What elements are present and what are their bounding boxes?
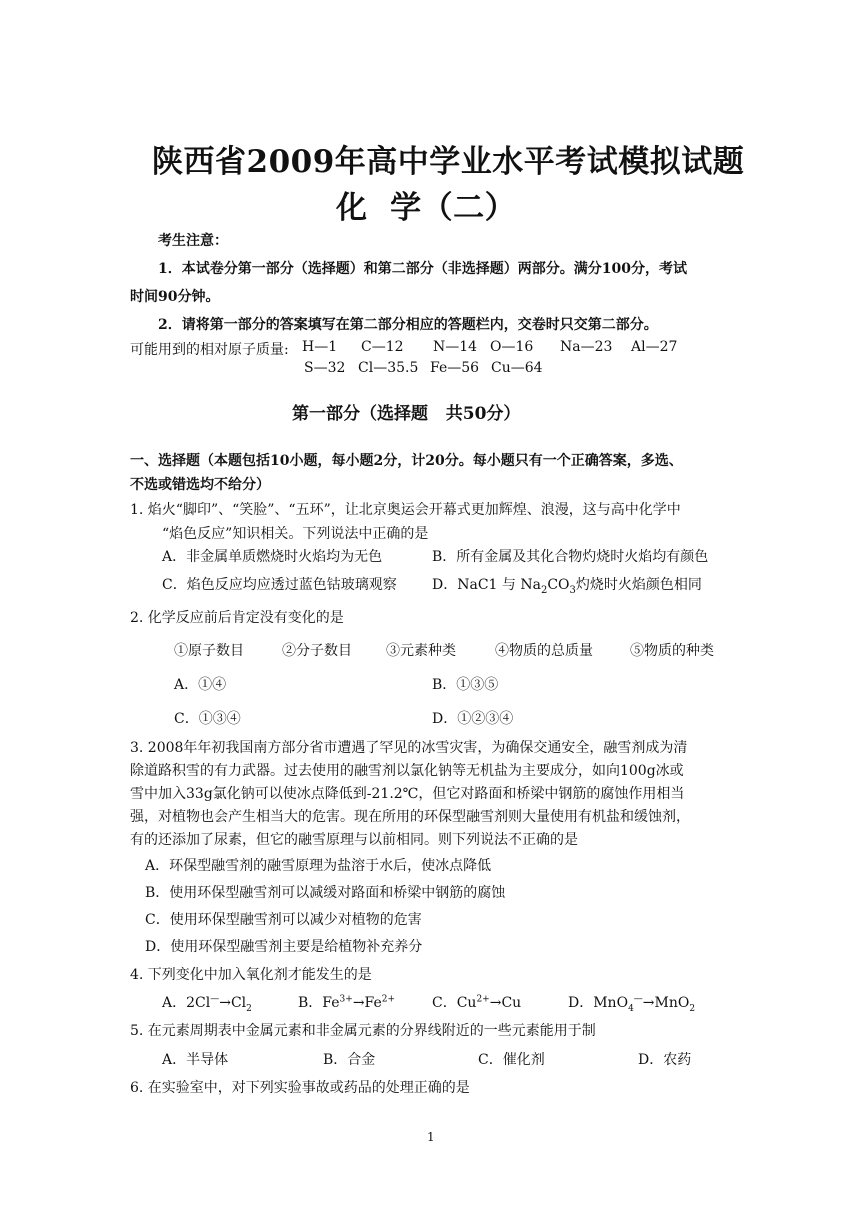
q2-item-2: ②分子数目 (282, 643, 352, 659)
q1-option-d-text: D．NaC1 与 Na (432, 577, 541, 593)
q3-option-b: B．使用环保型融雪剂可以减缓对路面和桥梁中钢筋的腐蚀 (145, 885, 506, 901)
q1-option-b: B．所有金属及其化合物灼烧时火焰均有颜色 (432, 549, 709, 565)
q3-option-d: D．使用环保型融雪剂主要是给植物补充养分 (145, 939, 423, 955)
notice-heading: 考生注意： (158, 233, 228, 249)
q4-d-text2: →MnO (642, 995, 690, 1011)
q5-option-d: D．农药 (638, 1052, 692, 1068)
q4-stem: 4. 下列变化中加入氧化剂才能发生的是 (130, 967, 372, 983)
q3-stem-line-5: 有的还添加了尿素，但它的融雪原理与以前相同。则下列说法不正确的是 (130, 832, 578, 848)
q4-d-text: D．MnO (568, 995, 629, 1011)
q2-item-5: ⑤物质的种类 (630, 643, 714, 659)
q4-option-c (432, 992, 521, 1012)
q3-stem-line-4: 强，对植物也会产生相当大的危害。现在所用的环保型融雪剂则大量使用有机盐和缓蚀剂， (130, 809, 690, 825)
q3-option-c: C．使用环保型融雪剂可以减少对植物的危害 (145, 912, 422, 928)
section-1-heading: 一、选择题（本题包括10小题，每小题2分，计20分。每小题只有一个正确答案，多选、 (130, 453, 683, 469)
atomic-mass-c: C—12 (361, 339, 404, 355)
q5-option-b: B．合金 (323, 1052, 376, 1068)
q4-c-text: C．Cu (432, 995, 477, 1011)
q4-b-sup: 3+ (339, 994, 353, 1005)
q4-a-sup: — (210, 994, 220, 1005)
atomic-mass-n: N—14 (433, 339, 478, 355)
q4-d-sup: — (633, 994, 643, 1005)
q2-option-c: C．①③④ (174, 711, 241, 727)
q1-option-a: A．非金属单质燃烧时火焰均为无色 (162, 549, 383, 565)
notice-item-1-cont: 时间90分钟。 (130, 289, 220, 305)
q2-option-b: B．①③⑤ (432, 677, 499, 693)
q4-a-text: A．2Cl (162, 995, 211, 1011)
page-number: 1 (427, 1130, 435, 1144)
atomic-mass-cl: Cl—35.5 (358, 360, 419, 376)
q5-stem: 5. 在元素周期表中金属元素和非金属元素的分界线附近的一些元素能用于制 (130, 1023, 596, 1039)
q6-stem: 6. 在实验室中，对下列实验事故或药品的处理正确的是 (130, 1080, 470, 1096)
q4-b-sup2: 2+ (381, 994, 396, 1005)
q5-option-a: A．半导体 (162, 1052, 229, 1068)
q5-option-c: C．催化剂 (478, 1052, 545, 1068)
q4-a-text2: →Cl (219, 995, 247, 1011)
q3-stem-line-1: 3. 2008年年初我国南方部分省市遭遇了罕见的冰雪灾害，为确保交通安全，融雪剂成为清 (130, 740, 688, 756)
notice-item-2: 2．请将第一部分的答案填写在第二部分相应的答题栏内，交卷时只交第二部分。 (158, 317, 658, 333)
q4-option-a (162, 992, 252, 1014)
q1-option-d-sub2: 3 (569, 584, 576, 596)
page-subtitle: 化 学（二） (336, 190, 517, 226)
q4-option-d (568, 992, 695, 1014)
q1-stem: 1. 焰火“脚印”、“笑脸”、“五环”，让北京奥运会开幕式更加辉煌、浪漫，这与高中化学中 (130, 502, 681, 518)
atomic-mass-h: H—1 (302, 339, 338, 355)
notice-item-1: 1．本试卷分第一部分（选择题）和第二部分（非选择题）两部分。满分100分，考试 (158, 261, 687, 277)
q4-a-sub: 2 (246, 1003, 252, 1014)
q1-option-d-text3: 灼烧时火焰颜色相同 (575, 577, 702, 593)
q1-option-c: C．焰色反应均应透过蓝色钴玻璃观察 (162, 577, 397, 593)
q4-b-text2: →Fe (352, 995, 382, 1011)
q2-option-d: D．①②③④ (432, 711, 514, 727)
q4-c-sup: 2+ (476, 994, 490, 1005)
q3-option-a: A．环保型融雪剂的融雪原理为盐溶于水后，使冰点降低 (145, 858, 492, 874)
q1-option-d-sub: 2 (540, 584, 548, 596)
atomic-mass-o: O—16 (490, 339, 534, 355)
q2-item-1: ①原子数目 (174, 643, 244, 659)
part1-heading: 第一部分（选择题 共50分） (292, 404, 521, 424)
page-title: 陕西省2009年高中学业水平考试模拟试题 (152, 144, 745, 180)
atomic-mass-al: Al—27 (631, 339, 678, 355)
q4-c-text2: →Cu (489, 995, 522, 1011)
atomic-mass-fe: Fe—56 (430, 360, 480, 376)
atomic-mass-s: S—32 (304, 360, 346, 376)
atomic-mass-cu: Cu—64 (491, 360, 543, 376)
q1-stem-cont: “焰色反应”知识相关。下列说法中正确的是 (162, 526, 429, 542)
q2-item-4: ④物质的总质量 (495, 643, 593, 659)
atomic-mass-na: Na—23 (560, 339, 613, 355)
q1-option-d (432, 574, 702, 596)
q2-option-a: A．①④ (174, 677, 227, 693)
q2-item-3: ③元素种类 (386, 643, 456, 659)
q3-stem-line-2: 除道路积雪的有力武器。过去使用的融雪剂以氯化钠等无机盐为主要成分，如向100g冰或 (130, 763, 684, 779)
q4-option-b (298, 992, 395, 1012)
q4-d-sub: 4 (628, 1003, 634, 1014)
atomic-mass-label: 可能用到的相对原子质量: (130, 342, 289, 358)
q3-stem-line-3: 雪中加入33g氯化钠可以使冰点降低到-21.2℃，但它对路面和桥梁中钢筋的腐蚀作用相当 (130, 786, 685, 802)
q1-option-d-text2: CO (547, 577, 570, 593)
q2-stem: 2. 化学反应前后肯定没有变化的是 (130, 610, 344, 626)
section-1-heading-cont: 不选或错选均不给分） (130, 477, 270, 493)
q4-b-text: B．Fe (298, 995, 340, 1011)
q4-d-sub2: 2 (689, 1003, 696, 1014)
